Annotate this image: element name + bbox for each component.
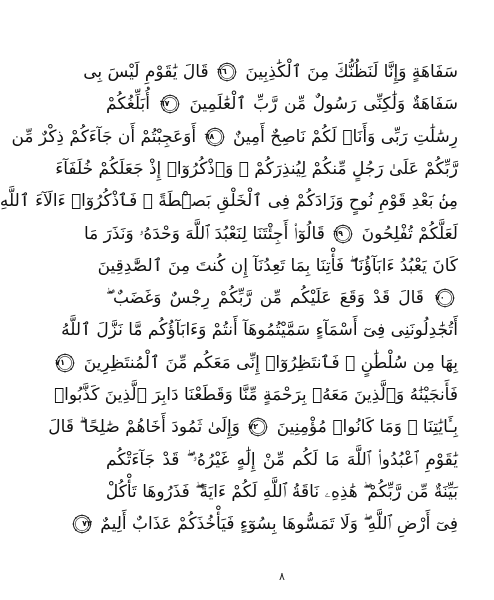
verse-line bbox=[53, 379, 458, 411]
verse-line bbox=[106, 444, 458, 476]
verse-text: قَالُوٓا۟ أَجِئْتَنَا لِنَعْبُدَ ٱللَّهَ وَحْدَهُۥ وَنَذَرَ مَا bbox=[83, 223, 325, 244]
ayah-number: ٦٦ bbox=[217, 67, 227, 76]
verse-line bbox=[61, 314, 458, 346]
ayah-number: ٧١ bbox=[55, 357, 66, 367]
ayah-number-marker bbox=[205, 127, 225, 147]
verse-text: سَفَاهَةٍ وَإِنَّا لَنَظُنُّكَ مِنَ ٱلْكَٰذِبِينَ bbox=[245, 62, 458, 82]
verse-line bbox=[106, 282, 458, 314]
verse-line bbox=[48, 411, 458, 443]
verse-text: أَوَعَجِبْتُمْ أَن جَآءَكُمْ ذِكْرٌ مِّن bbox=[11, 126, 197, 147]
verse-line bbox=[106, 476, 458, 508]
verse-line bbox=[97, 250, 458, 282]
verse-text: رَّبِّكُمْ عَلَىٰ رَجُلٍ مِّنكُمْ لِيُنذِرَكُمْ ۚ وَٱذْكُرُوٓا۟ إِذْ جَعَلَكُمْ خُلَفَآءَ bbox=[55, 158, 458, 179]
verse-text: فِىٓ أَرْضِ ٱللَّهِ ۖ وَلَا تَمَسُّوهَا بِسُوٓءٍ فَيَأْخُذَكُمْ عَذَابٌ أَلِيمٌ bbox=[100, 514, 458, 535]
ayah-number: ٦٨ bbox=[204, 131, 215, 141]
verse-line bbox=[83, 218, 458, 250]
verse-line bbox=[55, 153, 458, 185]
verse-text: وَإِلَىٰ ثَمُودَ أَخَاهُمْ صَٰلِحًا ۗ قَالَ bbox=[48, 417, 240, 438]
verse-line bbox=[11, 121, 458, 153]
verse-text: قَالَ يَٰقَوْمِ لَيْسَ بِى bbox=[83, 62, 209, 82]
verse-text: قَالَ قَدْ وَقَعَ عَلَيْكُم مِّن رَّبِّكُمْ رِجْسٌ وَغَضَبٌ ۖ bbox=[106, 288, 424, 309]
ayah-number-marker bbox=[248, 417, 268, 437]
ayah-number: ٦٩ bbox=[333, 228, 344, 238]
ayah-number-marker bbox=[55, 353, 75, 373]
verse-line bbox=[83, 56, 458, 88]
verse-text: لَعَلَّكُمْ تُفْلِحُونَ bbox=[361, 223, 458, 244]
ayah-number-marker bbox=[160, 94, 180, 114]
verse-text: يَٰقَوْمِ ٱعْبُدُوا۟ ٱللَّهَ مَا لَكُم مِّنْ إِلَٰهٍ غَيْرُهُۥ ۖ قَدْ جَآءَتْكُم bbox=[106, 449, 458, 470]
verse-text: كَانَ يَعْبُدُ ءَابَآؤُنَا ۖ فَأْتِنَا بِمَا تَعِدُنَآ إِن كُنتَ مِنَ ٱلصَّٰدِقِينَ bbox=[97, 255, 458, 276]
verse-text: سَفَاهَةٌ وَلَٰكِنِّى رَسُولٌ مِّن رَّبِّ ٱلْعَٰلَمِينَ bbox=[189, 94, 459, 115]
ayah-number-marker bbox=[435, 288, 455, 308]
verse-text: أَتُجَٰدِلُونَنِى فِىٓ أَسْمَآءٍ سَمَّيْتُمُوهَآ أَنتُمْ وَءَابَآؤُكُم مَّا نَزَّلَ ٱللَّهُ bbox=[61, 320, 458, 341]
verse-line bbox=[82, 508, 458, 540]
verse-text: مِنۢ بَعْدِ قَوْمِ نُوحٍ وَزَادَكُمْ فِى ٱلْخَلْقِ بَصْۜطَةً ۖ فَٱذْكُرُوٓا۟ ءَالَآءَ ٱللَّهِ bbox=[0, 191, 458, 212]
verse-text: بَيِّنَةٌ مِّن رَّبِّكُمْ ۖ هَٰذِهِۦ نَاقَةُ ٱللَّهِ لَكُمْ ءَايَةً ۖ فَذَرُوهَا تَأْكُلْ bbox=[105, 481, 458, 502]
ayah-number-marker bbox=[72, 514, 92, 534]
verse-text: بِهَا مِن سُلْطَٰنٍ ۚ فَٱنتَظِرُوٓا۟ إِنِّى مَعَكُم مِّنَ ٱلْمُنتَظِرِينَ bbox=[83, 352, 458, 373]
ayah-number: ٧٠ bbox=[435, 293, 445, 303]
verse-line bbox=[0, 185, 458, 217]
ayah-number: ٧٢ bbox=[248, 422, 259, 432]
verse-line bbox=[106, 88, 458, 120]
verse-text: بِـَٔايَٰتِنَا ۖ وَمَا كَانُوا۟ مُؤْمِنِينَ bbox=[276, 417, 458, 438]
verse-text: أُبَلِّغُكُمْ bbox=[106, 94, 150, 115]
verse-line bbox=[55, 347, 458, 379]
ayah-number: ٧٣ bbox=[82, 519, 92, 529]
verse-text: رِسَٰلَٰتِ رَبِّى وَأَنَا۠ لَكُمْ نَاصِحٌ أَمِينٌ bbox=[232, 126, 458, 147]
ayah-number: ٦٧ bbox=[159, 99, 170, 109]
ayah-number-marker bbox=[333, 224, 353, 244]
ayah-number-marker bbox=[217, 62, 237, 82]
verse-text: فَأَنجَيْنَٰهُ وَٱلَّذِينَ مَعَهُۥ بِرَحْمَةٍ مِّنَّا وَقَطَعْنَا دَابِرَ ٱلَّذِينَ كَذَّبُوا۟ bbox=[53, 385, 458, 405]
page-number: ٨ bbox=[279, 570, 285, 583]
